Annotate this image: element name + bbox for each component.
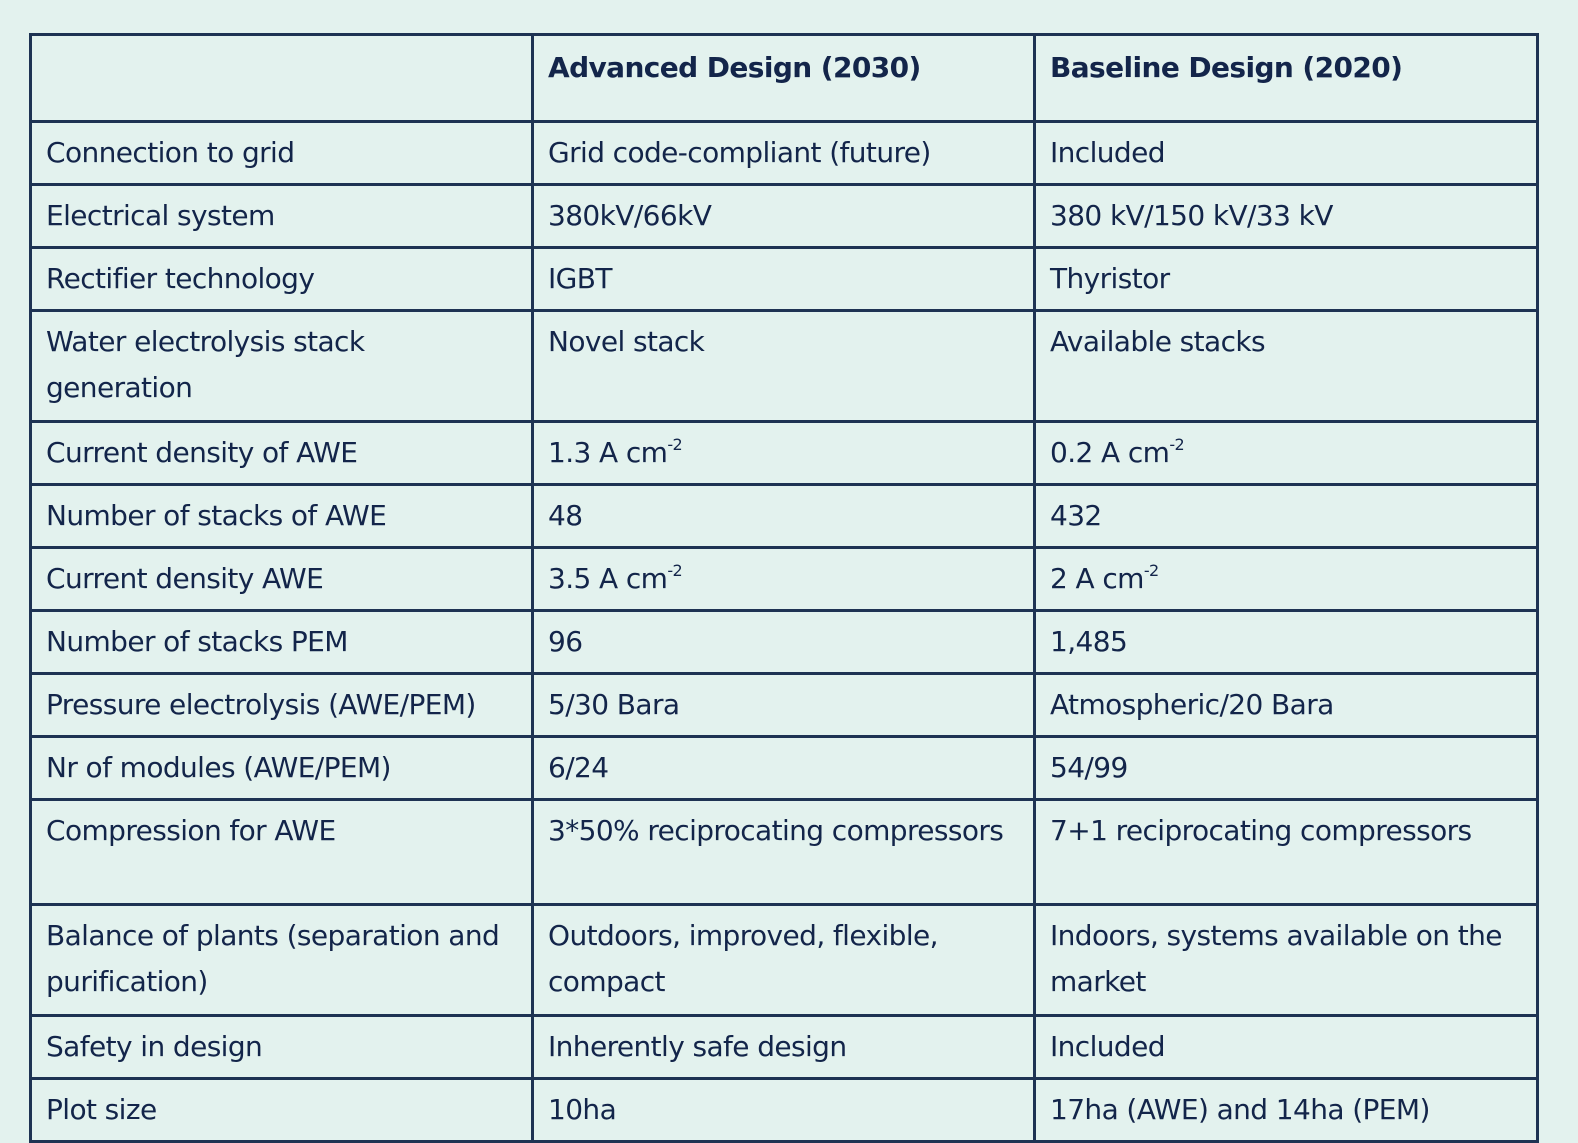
table-row: [31, 674, 1538, 737]
baseline-cell: 17ha (AWE) and 14ha (PEM): [1035, 1079, 1538, 1142]
table-row: [31, 122, 1538, 185]
table-row: [31, 185, 1538, 248]
advanced-cell: 5/30 Bara: [533, 674, 1035, 737]
parameter-cell: Nr of modules (AWE/PEM): [31, 737, 533, 800]
advanced-cell: Novel stack: [533, 311, 1035, 422]
parameter-cell: Current density of AWE: [31, 422, 533, 485]
baseline-cell: 380 kV/150 kV/33 kV: [1035, 185, 1538, 248]
table-row: [31, 905, 1538, 1016]
advanced-cell: 6/24: [533, 737, 1035, 800]
parameter-cell: Rectifier technology: [31, 248, 533, 311]
table-row: [31, 1079, 1538, 1142]
advanced-cell: Grid code-compliant (future): [533, 122, 1035, 185]
table-row: [31, 737, 1538, 800]
baseline-value: 2 A cm: [1050, 562, 1144, 595]
advanced-cell: 48: [533, 485, 1035, 548]
parameter-cell: Connection to grid: [31, 122, 533, 185]
advanced-cell: 96: [533, 611, 1035, 674]
baseline-cell: Atmospheric/20 Bara: [1035, 674, 1538, 737]
advanced-cell: IGBT: [533, 248, 1035, 311]
baseline-cell: 1,485: [1035, 611, 1538, 674]
baseline-cell: [1035, 422, 1538, 485]
header-cell-baseline: Baseline Design (2020): [1035, 35, 1538, 122]
header-cell-parameter: [31, 35, 533, 122]
advanced-value: 3.5 A cm: [548, 562, 668, 595]
table-row: [31, 248, 1538, 311]
advanced-cell: Inherently safe design: [533, 1016, 1035, 1079]
advanced-exponent: -2: [667, 434, 683, 454]
table-row: [31, 1016, 1538, 1079]
baseline-cell: 54/99: [1035, 737, 1538, 800]
parameter-cell: Balance of plants (separation and purification): [31, 905, 533, 1016]
advanced-cell: 380kV/66kV: [533, 185, 1035, 248]
table-header: [31, 35, 1538, 122]
baseline-value: 0.2 A cm: [1050, 436, 1170, 469]
header-cell-advanced: Advanced Design (2030): [533, 35, 1035, 122]
table-row: [31, 800, 1538, 905]
parameter-cell: Number of stacks of AWE: [31, 485, 533, 548]
table-row: [31, 485, 1538, 548]
parameter-cell: Compression for AWE: [31, 800, 533, 905]
advanced-value: 1.3 A cm: [548, 436, 668, 469]
baseline-cell: 7+1 reciprocating compressors: [1035, 800, 1538, 905]
table-row: [31, 422, 1538, 485]
table-row: [31, 611, 1538, 674]
baseline-cell: [1035, 548, 1538, 611]
comparison-table: [29, 33, 1539, 1143]
advanced-cell: [533, 422, 1035, 485]
baseline-cell: Thyristor: [1035, 248, 1538, 311]
advanced-exponent: -2: [667, 560, 683, 580]
parameter-cell: Number of stacks PEM: [31, 611, 533, 674]
parameter-cell: Water electrolysis stack generation: [31, 311, 533, 422]
table-body: [31, 122, 1538, 1142]
baseline-exponent: -2: [1169, 434, 1185, 454]
baseline-exponent: -2: [1143, 560, 1159, 580]
header-row: [31, 35, 1538, 122]
baseline-cell: Available stacks: [1035, 311, 1538, 422]
parameter-cell: Electrical system: [31, 185, 533, 248]
parameter-cell: Safety in design: [31, 1016, 533, 1079]
baseline-cell: Included: [1035, 122, 1538, 185]
table-row: [31, 311, 1538, 422]
baseline-cell: Indoors, systems available on the market: [1035, 905, 1538, 1016]
parameter-cell: Plot size: [31, 1079, 533, 1142]
advanced-cell: Outdoors, improved, flexible, compact: [533, 905, 1035, 1016]
advanced-cell: 3*50% reciprocating compressors: [533, 800, 1035, 905]
advanced-cell: 10ha: [533, 1079, 1035, 1142]
baseline-cell: 432: [1035, 485, 1538, 548]
table-row: [31, 548, 1538, 611]
advanced-cell: [533, 548, 1035, 611]
parameter-cell: Current density AWE: [31, 548, 533, 611]
baseline-cell: Included: [1035, 1016, 1538, 1079]
parameter-cell: Pressure electrolysis (AWE/PEM): [31, 674, 533, 737]
